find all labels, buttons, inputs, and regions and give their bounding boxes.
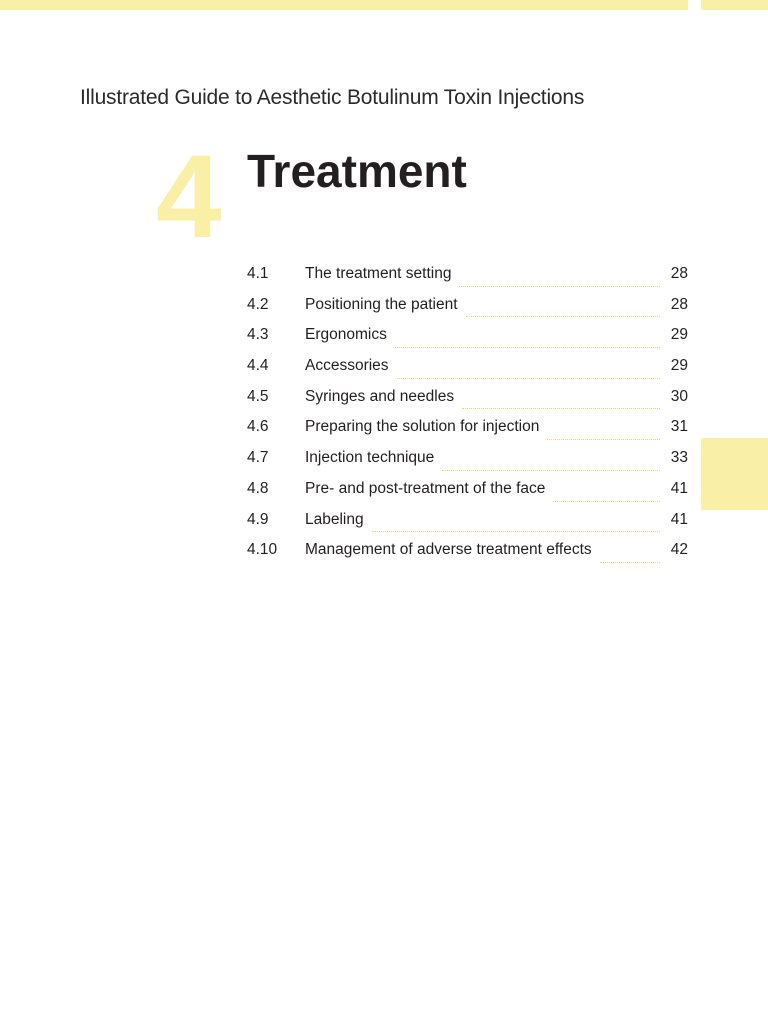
toc-leader-dots <box>553 500 660 502</box>
toc-page-number: 31 <box>670 418 688 436</box>
toc-entry[interactable] <box>247 357 688 388</box>
toc-leader-dots <box>600 561 660 563</box>
toc-section-number: 4.9 <box>247 510 269 528</box>
toc-section-number: 4.8 <box>247 479 269 497</box>
toc-leader-dots <box>372 530 660 532</box>
toc-page-number: 28 <box>670 265 688 282</box>
toc-page-number: 29 <box>670 326 688 344</box>
toc-page-number: 41 <box>670 479 688 497</box>
toc-page-number: 33 <box>670 449 688 467</box>
chapter-title: Treatment <box>247 145 467 197</box>
toc-leader-dots <box>397 377 660 379</box>
top-accent-bar-right <box>701 0 768 10</box>
toc-entry[interactable] <box>247 541 688 572</box>
toc-section-number: 4.7 <box>247 449 269 467</box>
toc-entry[interactable] <box>247 480 688 511</box>
toc-page-number: 29 <box>670 357 688 375</box>
toc-entry[interactable] <box>247 449 688 480</box>
toc-section-title: Management of adverse treatment effects <box>305 541 592 559</box>
toc-section-title: Ergonomics <box>305 326 387 344</box>
toc-section-title: Pre- and post-treatment of the face <box>305 479 546 497</box>
toc-leader-dots <box>395 346 660 348</box>
toc-section-title: Syringes and needles <box>305 387 455 405</box>
table-of-contents <box>247 265 688 572</box>
toc-entry[interactable] <box>247 296 688 327</box>
toc-section-number: 4.6 <box>247 418 269 436</box>
toc-section-title: Labeling <box>305 510 364 528</box>
toc-entry[interactable] <box>247 388 688 419</box>
toc-page-number: 30 <box>670 387 688 405</box>
toc-leader-dots <box>442 469 660 471</box>
chapter-number: 4 <box>156 131 222 263</box>
toc-section-number: 4.1 <box>247 265 269 282</box>
toc-section-title: The treatment setting <box>305 265 452 282</box>
chapter-thumb-tab <box>701 438 768 510</box>
toc-section-number: 4.2 <box>247 295 269 313</box>
toc-page-number: 28 <box>670 295 688 313</box>
toc-leader-dots <box>466 315 660 317</box>
toc-leader-dots <box>547 438 660 440</box>
book-title: Illustrated Guide to Aesthetic Botulinum Toxin Injections <box>80 86 585 109</box>
toc-leader-dots <box>462 407 660 409</box>
toc-section-number: 4.3 <box>247 326 269 344</box>
top-accent-bar <box>0 0 688 10</box>
toc-page-number: 41 <box>670 510 688 528</box>
toc-section-number: 4.4 <box>247 357 269 375</box>
toc-entry[interactable] <box>247 326 688 357</box>
toc-section-title: Positioning the patient <box>305 295 458 313</box>
toc-section-number: 4.10 <box>247 541 278 559</box>
toc-section-title: Injection technique <box>305 449 435 467</box>
toc-entry[interactable] <box>247 418 688 449</box>
toc-section-number: 4.5 <box>247 387 269 405</box>
toc-leader-dots <box>459 285 660 287</box>
toc-section-title: Accessories <box>305 357 389 375</box>
toc-entry[interactable] <box>247 511 688 542</box>
toc-entry[interactable] <box>247 265 688 296</box>
toc-section-title: Preparing the solution for injection <box>305 418 540 436</box>
toc-page-number: 42 <box>670 541 688 559</box>
